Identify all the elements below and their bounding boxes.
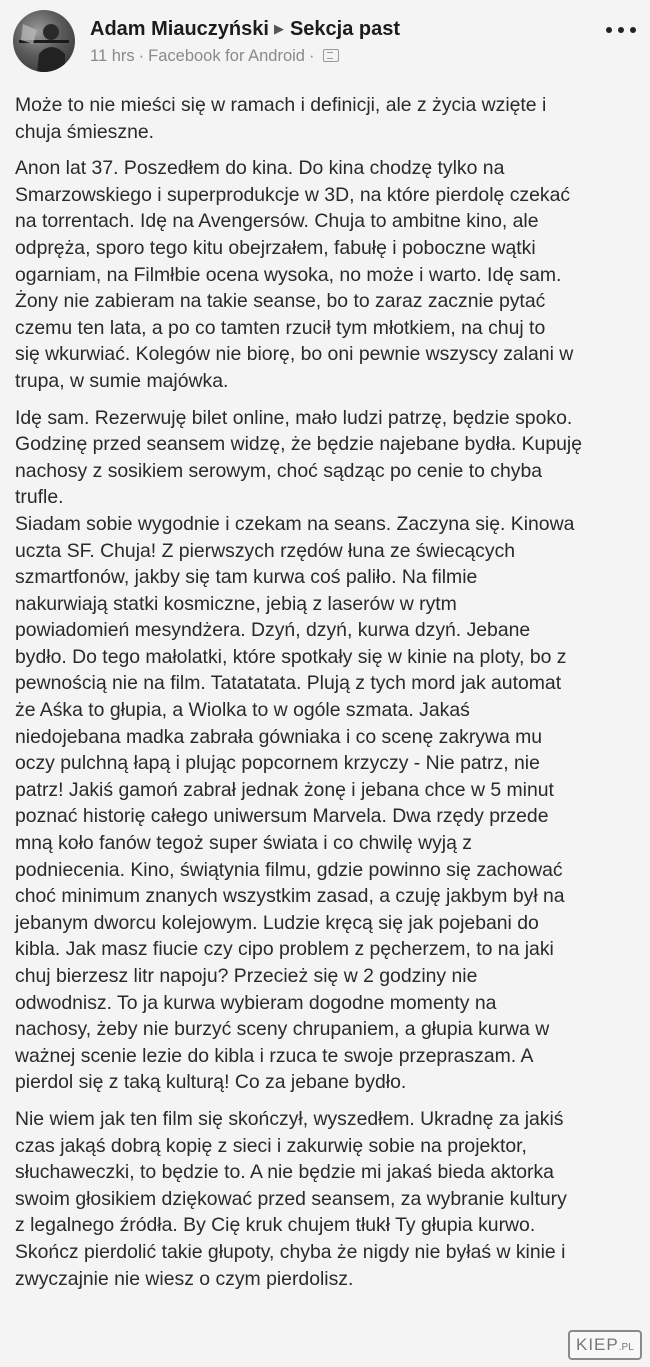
post-paragraph: Idę sam. Rezerwuję bilet online, mało ludzi patrzę, będzie spoko. Godzinę przed seansem widzę, że będzie najebane bydła. Kupuję nachosy z sosikiem serowym, choć sądząc po cenie to chyba trufle. xyxy=(15,406,583,509)
post-paragraph: Może to nie mieści się w ramach i definicji, ale z życia wzięte i chuja śmieszne. xyxy=(15,94,547,143)
triangle-right-icon: ▶ xyxy=(273,21,284,36)
post-source: Facebook for Android xyxy=(148,47,305,65)
group-name[interactable]: Sekcja past xyxy=(289,18,401,40)
post-time[interactable]: 11 hrs xyxy=(90,47,135,65)
more-options-button[interactable] xyxy=(603,14,639,44)
privacy-icon[interactable] xyxy=(323,49,339,62)
avatar-photo-icon xyxy=(13,10,75,72)
author-avatar[interactable] xyxy=(13,10,75,72)
more-horizontal-icon xyxy=(630,27,636,33)
separator-dot: · xyxy=(138,47,145,65)
post-paragraph: Anon lat 37. Poszedłem do kina. Do kina chodzę tylko na Smarzowskiego i superprodukcje w 3D, na które pierdolę czekać na torrentach. Idę na Avengersów. Chuja to ambitne kino, ale odpręża, sporo tego kitu obejrzałem, fabułę i poboczne wątki ogarniam, na Filmłbie ocena wysoka, no może i warto. Idę sam. Żony nie zabieram na takie seanse, bo to zaraz zacznie pytać czemu ten lata, a po co tamten rzucił tym młotkiem, na chuj to się wkurwiać. Kolegów nie biorę, bo oni pewnie wszyscy zalani w trupa, w sumie majówka. xyxy=(15,157,574,392)
post-paragraph: Siadam sobie wygodnie i czekam na seans. Zaczyna się. Kinowa uczta SF. Chuja! Z pierwszych rzędów łuna ze świecących szmartfonów, jakby się tam kurwa coś paliło. Na filmie nakurwiają statki kosmiczne, jebią z laserów w rytm powiadomień mesyndżera. Dzyń, dzyń, kurwa dzyń. Jebane bydło. Do tego małolatki, które spotkały się w kinie na ploty, bo z pewnością nie na film. Tatatatata. Plują z tych mord jak automat że Aśka to głupia, a Wiolka to w ogóle szmata. Jakaś niedojebana madka zabrała gówniaka i co scenę zakrywa mu oczy pulchną łapą i plując popcornem krzyczy - Nie patrz, nie patrz! Jakiś gamoń zabrał jednak żonę i jebana chce w 5 minut poznać historię całego uniwersum Marvela. Dwa rzędy przede mną koło fanów tegoż super świata i co chwilę wyją z podniecenia. Kino, świątynia filmu, gdzie powinno się zachować choć minimum znanych wszystkim zasad, a czuję jakbym był na jebanym dworcu kolejowym. Ludzie kręcą się jak pojebani do kibla. Jak masz fiucie czy cipo problem z pęcherzem, to na jaki chuj bierzesz litr napoju? Przecież się w 2 godziny nie odwodnisz. To ja kurwa wybieram dogodne momenty na nachosy, żeby nie burzyć sceny chrupaniem, a głupia kurwa w ważnej scenie lezie do kibla i rzuca te swoje przepraszam. A pierdol się z taką kulturą! Co za jebane bydło. xyxy=(15,512,575,1094)
watermark-main: KIEP xyxy=(576,1335,619,1354)
post-meta xyxy=(90,47,339,66)
kiep-watermark-logo xyxy=(568,1330,642,1360)
post-text xyxy=(15,92,640,1302)
post-paragraph: Nie wiem jak ten film się skończył, wyszedłem. Ukradnę za jakiś czas jakąś dobrą kopię z sieci i zakurwię sobie na projektor, słuchaweczki, to będzie to. A nie będzie mi jakaś bieda aktorka swoim głosikiem dziękować przed seansem, za wybranie kultury z legalnego źródła. By Cię kruk chujem tłukł Ty głupia kurwo. Skończ pierdolić takie głupoty, chyba że nigdy nie byłaś w kinie i zwyczajnie nie wiesz o czym pierdolisz. xyxy=(15,1107,567,1290)
author-name[interactable]: Adam Miauczyński xyxy=(90,18,269,40)
more-horizontal-icon xyxy=(618,27,624,33)
watermark-suffix: .PL xyxy=(618,1342,634,1353)
author-line xyxy=(90,18,400,41)
post-header xyxy=(0,0,650,80)
more-horizontal-icon xyxy=(606,27,612,33)
separator-dot: · xyxy=(309,47,315,65)
